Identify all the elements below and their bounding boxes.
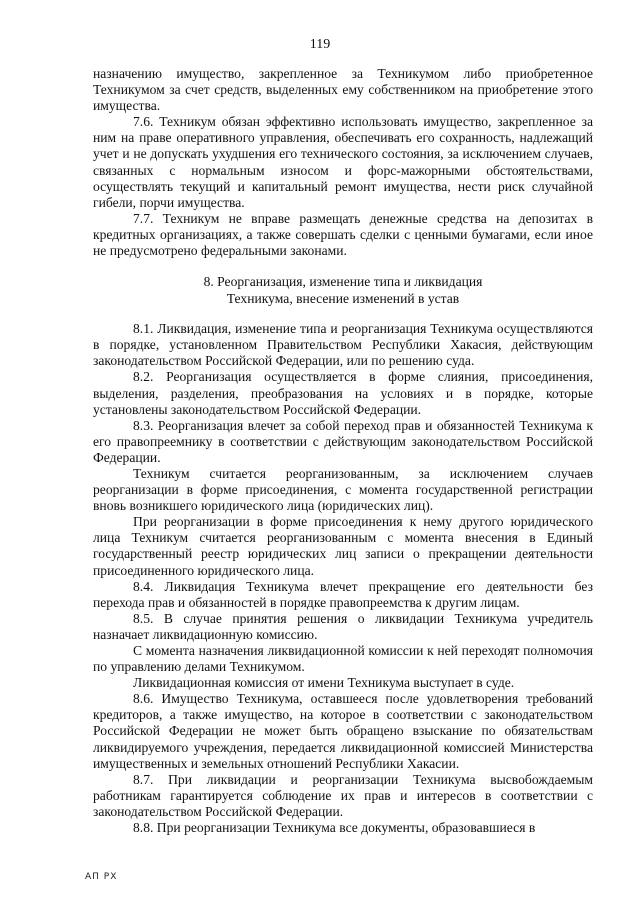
section-heading-line-1: 8. Реорганизация, изменение типа и ликвидация <box>203 274 483 290</box>
paragraph-8-3-c: При реорганизации в форме присоединения к нему другого юридического лица Техникум считается реорганизованным с момента внесения в Единый государственный реестр юридических лиц записи о прекращении деятельности присоединенного юридического лица. <box>93 514 593 578</box>
section-8-heading <box>93 273 593 307</box>
paragraph-8-2: 8.2. Реорганизация осуществляется в форме слияния, присоединения, выделения, разделения, преобразования на условиях и в порядке, которые установлены законодательством Российской Федерации. <box>93 369 593 417</box>
paragraph-8-3-b: Техникум считается реорганизованным, за исключением случаев реорганизации в форме присоединения, с момента государственной регистрации вновь возникшего юридического лица (юридических лиц). <box>93 465 593 514</box>
paragraph-8-7: 8.7. При ликвидации и реорганизации Техникума высвобождаемым работникам гарантируется соблюдение их прав и интересов в соответствии с законодательством Российской Федерации. <box>93 771 593 819</box>
paragraph-8-1: 8.1. Ликвидация, изменение типа и реорганизация Техникума осуществляются в порядке, установленном Правительством Республики Хакасия, действующим законодательством Российской Федерации, или по решению суда. <box>93 321 593 369</box>
paragraph-7-6: 7.6. Техникум обязан эффективно использовать имущество, закрепленное за ним на праве оперативного управления, обеспечивать его сохранность, надлежащий учет и не допускать ухудшения его технического состояния, за исключением случаев, связанных с нормальным износом и форс-мажорными обстоятельствами, осуществлять текущий и капитальный ремонт имущества, нести риск случайной гибели, порчи имущества. <box>93 114 593 210</box>
footer-stamp: АП РХ <box>85 872 118 882</box>
paragraph-8-3: 8.3. Реорганизация влечет за собой переход прав и обязанностей Техникума к его правопреемнику в соответствии с действующим законодательством Российской Федерации. <box>93 417 593 465</box>
paragraph-8-5: 8.5. В случае принятия решения о ликвидации Техникума учредитель назначает ликвидационную комиссию. <box>93 610 593 642</box>
paragraph-8-5-b: С момента назначения ликвидационной комиссии к ней переходят полномочия по управлению делами Техникумом. <box>93 643 593 675</box>
paragraph-8-6: 8.6. Имущество Техникума, оставшееся после удовлетворения требований кредиторов, а также имущество, на которое в соответствии с законодательством Российской Федерации не может быть обращено взыскание по обязательствам ликвидируемого учреждения, передается ликвидационной комиссией Министерства имущественных и земельных отношений Республики Хакасии. <box>93 691 593 771</box>
section-heading-line-2: Техникума, внесение изменений в устав <box>226 291 460 307</box>
paragraph-8-5-c: Ликвидационная комиссия от имени Техникума выступает в суде. <box>133 675 515 691</box>
spacer <box>93 259 593 265</box>
paragraph-8-4: 8.4. Ликвидация Техникума влечет прекращение его деятельности без перехода прав и обязанностей в порядке правопреемства к другим лицам. <box>93 578 593 610</box>
paragraph-7-5-continuation: назначению имущество, закрепленное за Техникумом либо приобретенное Техникумом за счет средств, выделенных ему собственником на приобретение этого имущества. <box>93 66 593 114</box>
spacer <box>93 307 593 321</box>
page-number: 119 <box>309 37 331 52</box>
paragraph-7-7: 7.7. Техникум не вправе размещать денежные средства на депозитах в кредитных организациях, а также совершать сделки с ценными бумагами, если иное не предусмотрено федеральными законами. <box>93 210 593 259</box>
paragraph-8-8: 8.8. При реорганизации Техникума все документы, образовавшиеся в <box>133 820 536 836</box>
document-body <box>93 66 593 836</box>
